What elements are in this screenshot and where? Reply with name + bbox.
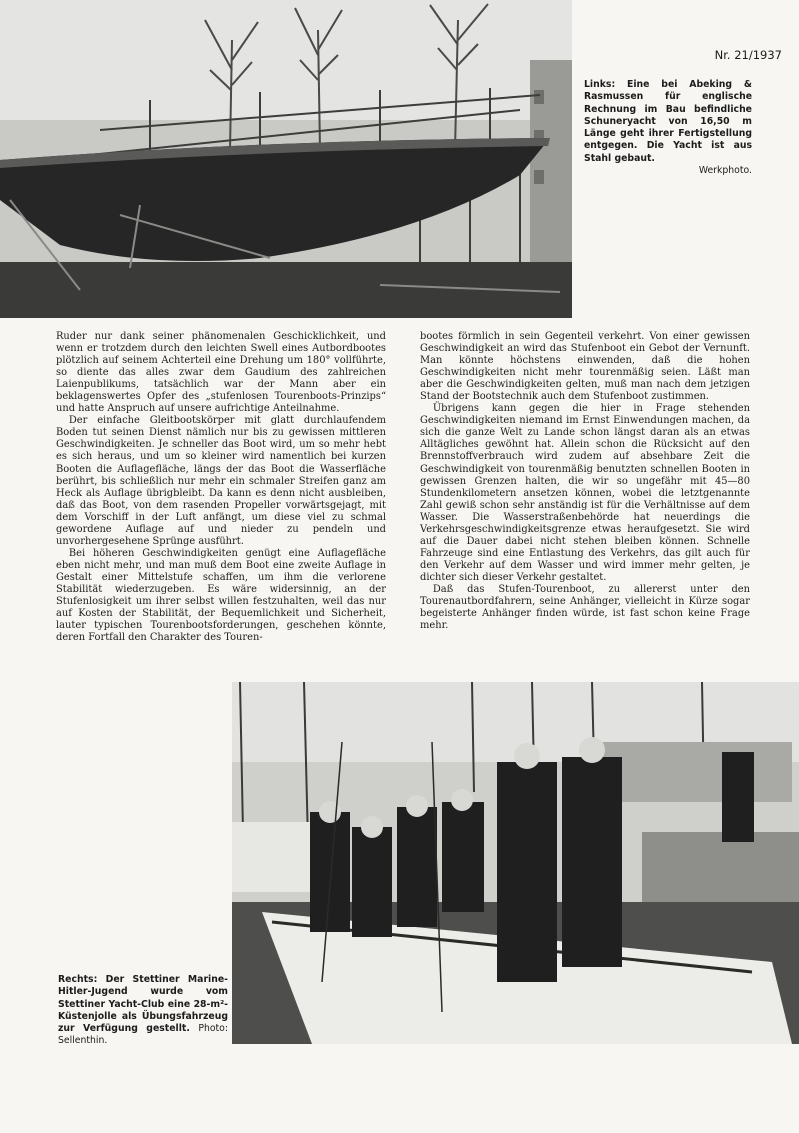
top-photo-credit: Werkphoto.: [698, 165, 752, 177]
top-photo-caption-text: Links: Eine bei Abeking & Rasmussen für englische Rechnung im Bau befindliche Schuneryacht von 16,50 m Länge geht ihrer Fertigstellung entgegen. Die Yacht ist aus Stahl gebaut.: [584, 79, 752, 164]
article-column-left: [56, 331, 386, 644]
marine-youth-dinghy-photo: [232, 682, 799, 1044]
paragraph: Bei höheren Geschwindigkeiten genügt eine Auflagefläche eben nicht mehr, und man muß dem Boot eine zweite Auflage in Gestalt einer Mittelstufe schaffen, um ihm die verlorene Stabilität wiederzugeben. Es wäre widersinnig, an der Stufenlosigkeit um ihrer selbst willen festzuhalten, weil das nur auf Kosten der Stabilität, der Bequemlichkeit und Sicherheit, lauter typischen Tourenbootsforderungen, geschehen könnte, deren Fortfall den Charakter des Touren-: [56, 547, 386, 644]
bottom-photo-caption: [58, 974, 228, 1048]
bottom-photo-caption-text: Rechts: Der Stettiner Marine-Hitler-Jugend wurde vom Stettiner Yacht-Club eine 28-m²-Küstenjolle als Übungsfahrzeug zur Verfügung gestellt.: [58, 974, 228, 1035]
issue-number: Nr. 21/1937: [714, 48, 782, 62]
paragraph: Daß das Stufen-Tourenboot, zu allererst unter den Tourenautbordfahrern, seine Anhänger, vielleicht in Kürze sogar begeisterte Anhänger finden würde, ist fast schon keine Frage mehr.: [420, 583, 750, 632]
paragraph: Ruder nur dank seiner phänomenalen Geschicklichkeit, und wenn er trotzdem durch den leichten Swell eines Autbordbootes plötzlich auf seinem Achterteil eine Drehung um 180° vollführte, so diente das alles zwar dem Gaudium des zahlreichen Laienpublikums, tatsächlich war der Mann aber ein beklagenswertes Opfer des „stufenlosen Tourenboots-Prinzips“ und hatte Anspruch auf unsere aufrichtige Anteilnahme.: [56, 331, 386, 415]
yacht-under-construction-photo: [0, 0, 572, 318]
article-column-right: [420, 331, 750, 632]
paragraph: Der einfache Gleitbootskörper mit glatt durchlaufendem Boden tut seinen Dienst nämlich nur bis zu gewissen mittleren Geschwindigkeiten. Je schneller das Boot wird, um so mehr hebt es sich heraus, und um so kleiner wird namentlich bei kurzen Booten die Auflagefläche, längs der das Boot die Wasserfläche berührt, bis schließlich nur mehr ein schmaler Streifen ganz am Heck als Auflage übrigbleibt. Da kann es denn nicht ausbleiben, daß das Boot, von dem rasenden Propeller vorwärtsgejagt, mit dem Vorschiff in der Luft anfängt, um diese viel zu schmal gewordene Auflage auf und nieder zu pendeln und unvorhergesehene Sprünge ausführt.: [56, 415, 386, 547]
paragraph: bootes förmlich in sein Gegenteil verkehrt. Von einer gewissen Geschwindigkeit an wird das Stufenboot ein Gebot der Vernunft. Man könnte höchstens einwenden, daß die hohen Geschwindigkeiten nicht mehr tourenmäßig seien. Läßt man aber die Geschwindigkeiten gelten, muß man nach dem jetzigen Stand der Bootstechnik auch dem Stufenboot zustimmen.: [420, 331, 750, 403]
top-photo-caption: [584, 79, 752, 177]
bottom-photo-credit: Photo: Sellenthin.: [58, 1023, 228, 1047]
paragraph: Übrigens kann gegen die hier in Frage stehenden Geschwindigkeiten niemand im Ernst Einwendungen machen, da sich die ganze Welt zu Lande schon längst daran als an etwas Alltägliches gewöhnt hat. Allein schon die Rücksicht auf den Brennstoffverbrauch wird zudem auf absehbare Zeit die Geschwindigkeit von tourenmäßig benutzten schnellen Booten in gewissen Grenzen halten, die wir so ungefähr mit 45—80 Stundenkilometern ansetzen können, wobei die letztgenannte Zahl gewiß schon sehr anständig ist für die Verhältnisse auf dem Wasser. Die Wasserstraßenbehörde hat neuerdings die Verkehrsgeschwindigkeitsgrenze etwas heraufgesetzt. Sie wird auf die Dauer dabei nicht stehen bleiben können. Schnelle Fahrzeuge sind eine Entlastung des Verkehrs, das gilt auch für den Verkehr auf dem Wasser und wird immer mehr gelten, je dichter sich dieser Verkehr gestaltet.: [420, 403, 750, 583]
